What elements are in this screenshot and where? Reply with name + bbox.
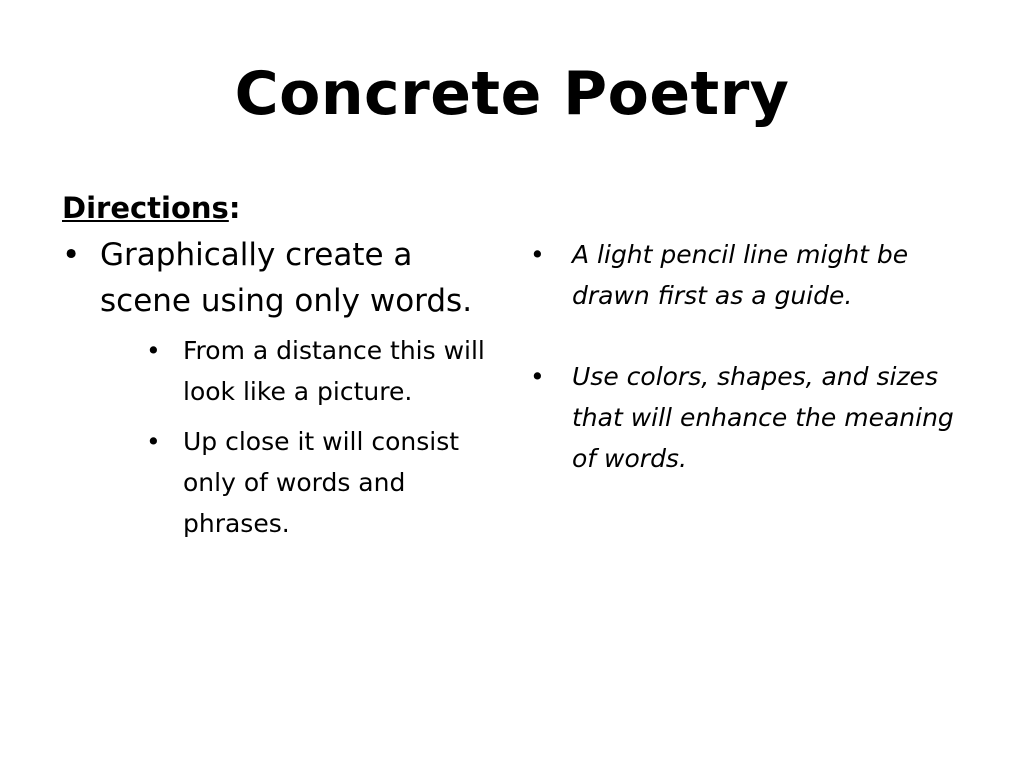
directions-heading — [62, 184, 492, 232]
list-item — [62, 232, 492, 544]
sub-bullet-list — [146, 330, 492, 544]
right-column — [530, 234, 970, 519]
tips-bullet-list — [530, 234, 970, 479]
tip-text: A light pencil line might be drawn first as a guide. — [572, 240, 909, 310]
sub-bullet-text: From a distance this will look like a picture. — [183, 336, 485, 406]
left-column — [62, 184, 492, 553]
bullet-icon: • — [530, 240, 545, 269]
main-bullet-list — [62, 232, 492, 544]
bullet-icon: • — [146, 336, 161, 365]
slide-title: Concrete Poetry — [234, 59, 790, 129]
directions-colon: : — [228, 191, 241, 225]
list-item — [146, 421, 492, 544]
directions-label: Directions — [62, 191, 229, 225]
bullet-text: Graphically create a scene using only words. — [100, 237, 473, 319]
bullet-icon: • — [530, 362, 545, 391]
bullet-icon: • — [146, 427, 161, 456]
list-item — [530, 356, 970, 479]
list-item — [530, 234, 970, 316]
tip-text: Use colors, shapes, and sizes that will enhance the meaning of words. — [572, 362, 954, 473]
bullet-icon: • — [62, 237, 81, 273]
sub-bullet-text: Up close it will consist only of words and phrases. — [183, 427, 460, 538]
list-item — [146, 330, 492, 412]
